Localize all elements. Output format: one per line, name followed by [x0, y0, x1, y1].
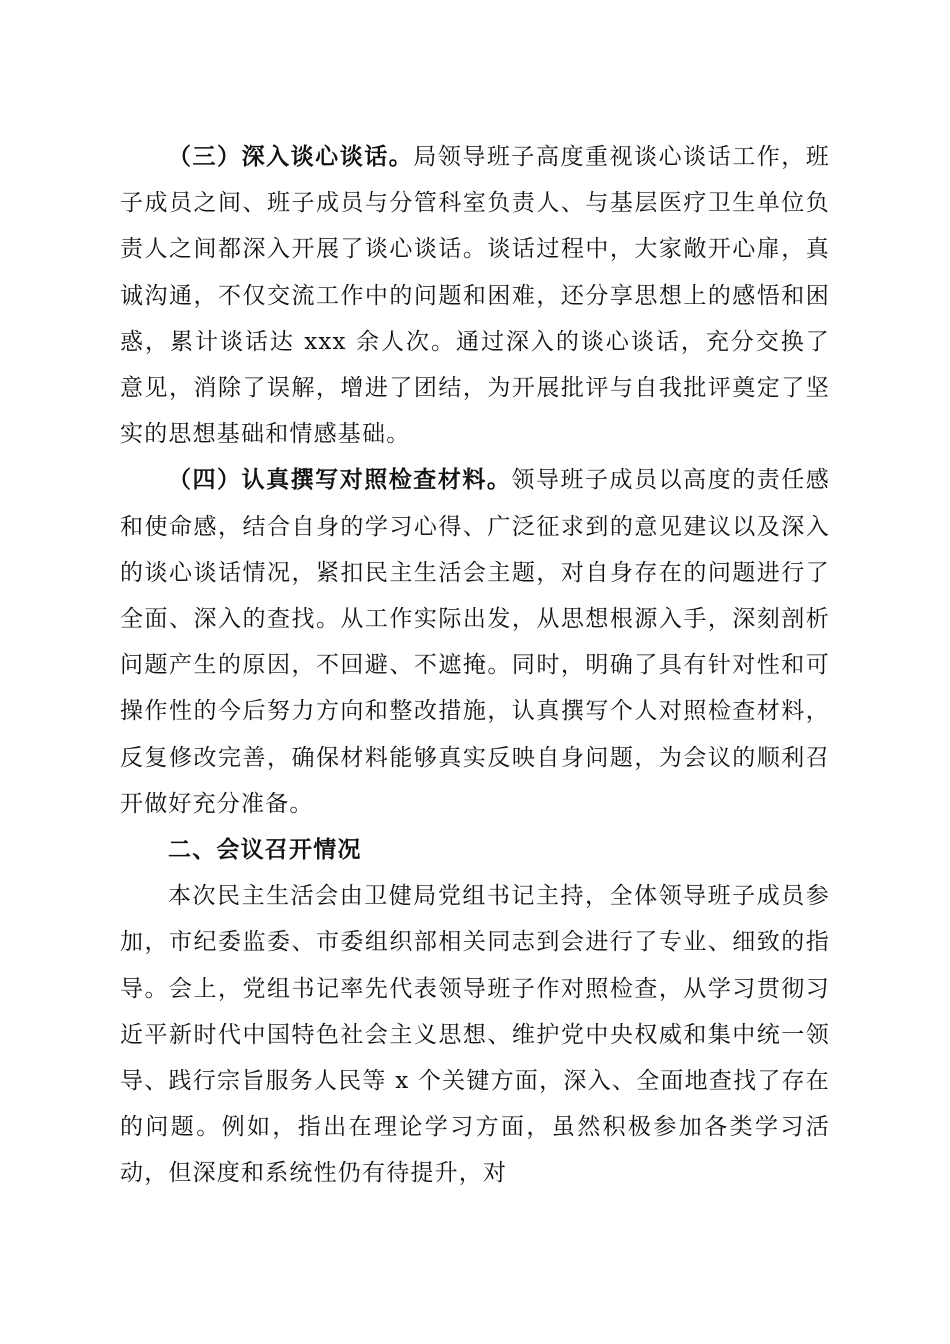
paragraph-text-deep-talks: 局领导班子高度重视谈心谈话工作，班子成员之间、班子成员与分管科室负责人、与基层医疗卫生单位负责人之间都深入开展了谈心谈话。谈话过程中，大家敞开心扉，真诚沟通，不仅交流工作中的问题和困难，还分享思想上的感悟和困惑，累计谈话达 xxx 余人次。通过深入的谈心谈话，充分交换了意见，消除了误解，增进了团结，为开展批评与自我批评奠定了坚实的思想基础和情感基础。: [120, 144, 831, 448]
document-body: [120, 134, 830, 1197]
paragraph-self-review-materials: [120, 457, 830, 827]
section-heading-meeting: 二、会议召开情况: [168, 837, 362, 864]
paragraph-meeting-overview: 本次民主生活会由卫健局党组书记主持，全体领导班子成员参加，市纪委监委、市委组织部相关同志到会进行了专业、细致的指导。会上，党组书记率先代表领导班子作对照检查，从学习贯彻习近平新时代中国特色社会主义思想、维护党中央权威和集中统一领导、践行宗旨服务人民等 x 个关键方面，深入、全面地查找了存在的问题。例如，指出在理论学习方面，虽然积极参加各类学习活动，但深度和系统性仍有待提升，对: [120, 883, 830, 1187]
paragraph-lead-deep-talks: （三）深入谈心谈话。: [168, 144, 414, 170]
paragraph-deep-talks: [120, 134, 830, 457]
paragraph-lead-self-review-materials: （四）认真撰写对照检查材料。: [168, 467, 512, 494]
paragraph-text-self-review-materials: 领导班子成员以高度的责任感和使命感，结合自身的学习心得、广泛征求到的意见建议以及深入的谈心谈话情况，紧扣民主生活会主题，对自身存在的问题进行了全面、深入的查找。从工作实际出发，从思想根源入手，深刻剖析问题产生的原因，不回避、不遮掩。同时，明确了具有针对性和可操作性的今后努力方向和整改措施，认真撰写个人对照检查材料，反复修改完善，确保材料能够真实反映自身问题，为会议的顺利召开做好充分准备。: [120, 467, 830, 817]
